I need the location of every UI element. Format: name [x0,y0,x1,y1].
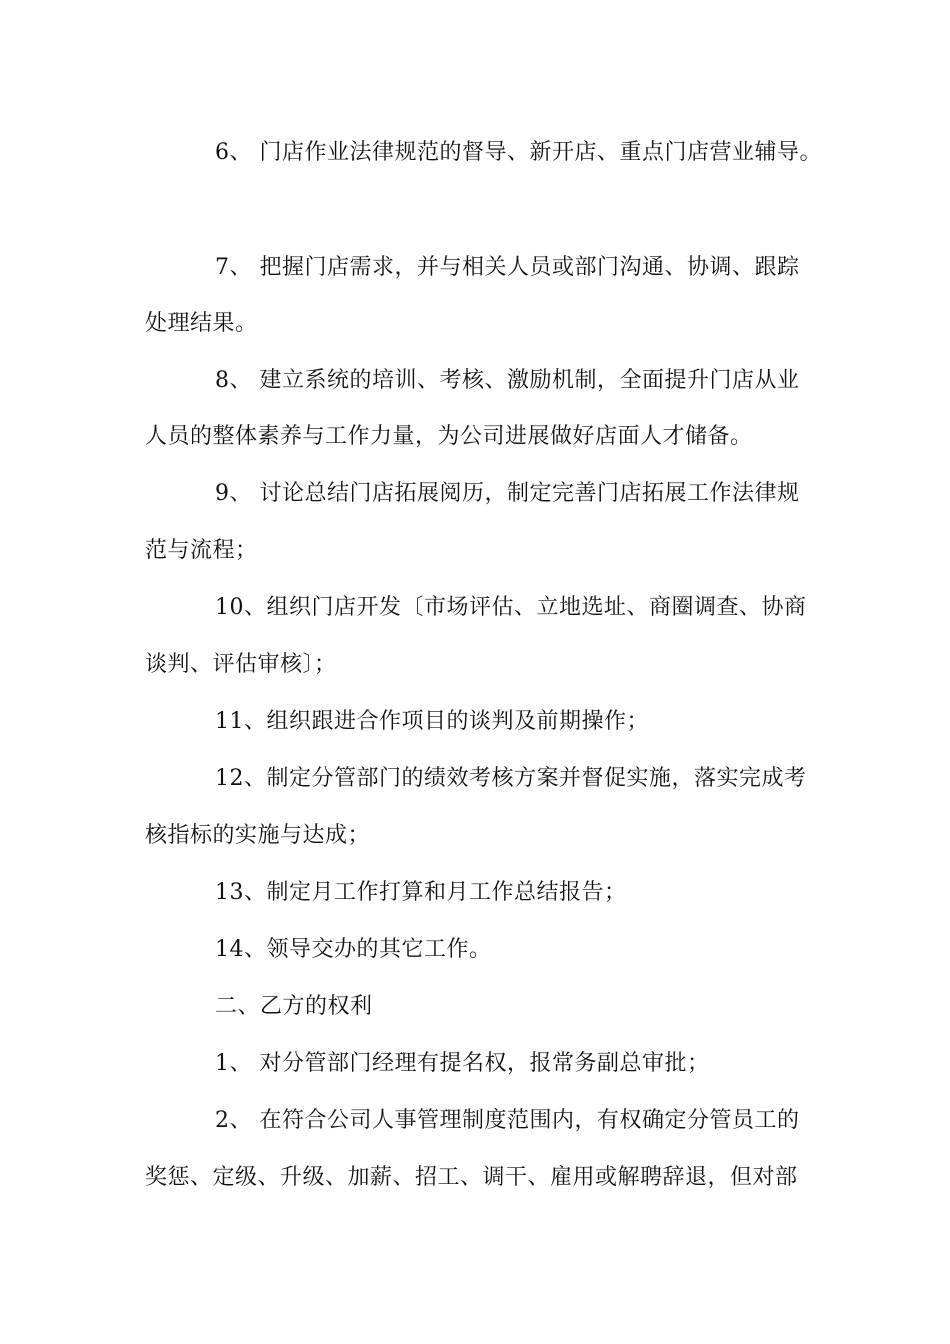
item-9-line-1: 9、 讨论总结门店拓展阅历，制定完善门店拓展工作法律规 [215,481,800,506]
item-6-line-1: 6、 门店作业法律规范的督导、新开店、重点门店营业辅导。 [215,140,822,165]
rights-item-2-line-2: 奖惩、定级、升级、加薪、招工、调干、雇用或解聘辞退，但对部 [145,1165,798,1190]
item-13-line-1: 13、制定月工作打算和月工作总结报告； [215,880,627,905]
item-10-line-1: 10、组织门店开发〔市场评估、立地选址、商圈调查、协商 [215,595,807,620]
item-8-line-2: 人员的整体素养与工作力量，为公司进展做好店面人才储备。 [145,424,753,449]
rights-item-1-line-1: 1、 对分管部门经理有提名权，报常务副总审批； [215,1051,710,1076]
item-12-line-2: 核指标的实施与达成； [145,823,371,848]
rights-item-2-line-1: 2、 在符合公司人事管理制度范围内，有权确定分管员工的 [215,1108,800,1133]
section-heading-party-b-rights: 二、乙方的权利 [215,994,373,1019]
item-11-line-1: 11、组织跟进合作项目的谈判及前期操作； [215,709,649,734]
item-8-line-1: 8、 建立系统的培训、考核、激励机制，全面提升门店从业 [215,368,800,393]
item-14-line-1: 14、领导交办的其它工作。 [215,937,492,962]
item-12-line-1: 12、制定分管部门的绩效考核方案并督促实施，落实完成考 [215,766,807,791]
item-9-line-2: 范与流程； [145,538,258,563]
item-10-line-2: 谈判、评估审核〕； [145,652,337,677]
item-7-line-2: 处理结果。 [145,311,258,336]
item-7-line-1: 7、 把握门店需求，并与相关人员或部门沟通、协调、跟踪 [215,255,800,280]
